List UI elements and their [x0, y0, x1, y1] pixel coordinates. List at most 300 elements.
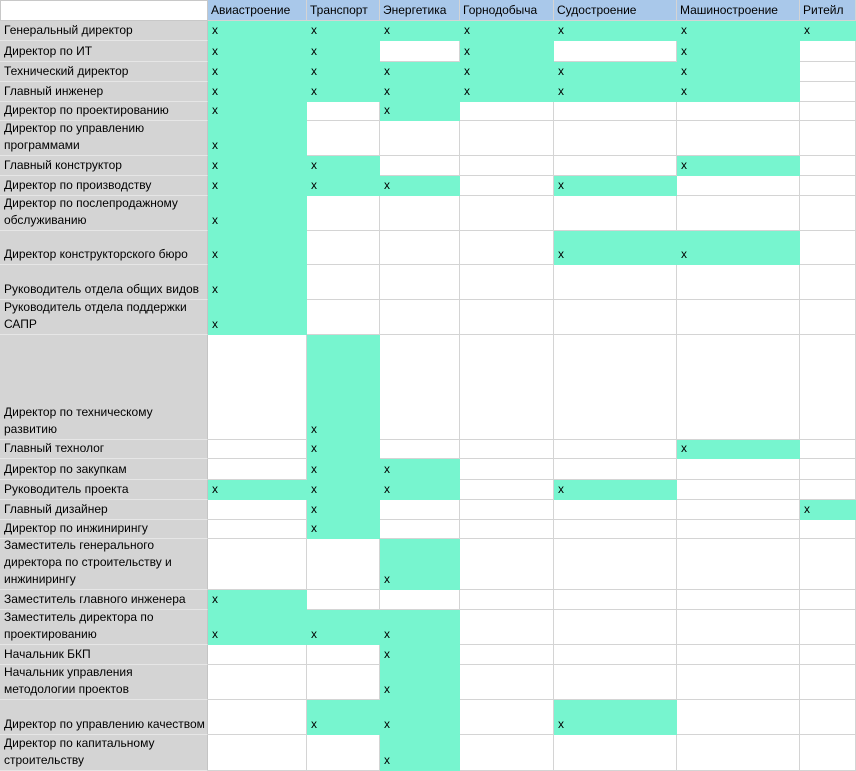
- table-cell[interactable]: [208, 459, 307, 480]
- table-cell[interactable]: [800, 335, 856, 440]
- table-cell[interactable]: [460, 176, 554, 196]
- table-cell[interactable]: [208, 539, 307, 590]
- table-cell[interactable]: [307, 735, 380, 771]
- table-cell[interactable]: [380, 335, 460, 440]
- table-cell[interactable]: [208, 590, 307, 610]
- table-cell[interactable]: [208, 500, 307, 520]
- mark-x: x: [311, 158, 317, 172]
- table-cell[interactable]: [554, 520, 677, 539]
- table-cell[interactable]: [208, 300, 307, 335]
- table-cell[interactable]: [554, 300, 677, 335]
- row-label[interactable]: [0, 156, 208, 176]
- table-cell[interactable]: [208, 265, 307, 300]
- table-cell[interactable]: [800, 300, 856, 335]
- row-label-text: Директор по управлению программами: [4, 121, 145, 152]
- table-cell[interactable]: [380, 265, 460, 300]
- column-header[interactable]: [307, 0, 380, 21]
- row-label-text: Главный инженер: [4, 84, 104, 98]
- table-cell[interactable]: [307, 500, 380, 520]
- row-label[interactable]: [0, 440, 208, 459]
- table-cell[interactable]: [380, 156, 460, 176]
- table-cell[interactable]: [800, 196, 856, 231]
- row-label[interactable]: [0, 520, 208, 539]
- row-label[interactable]: [0, 480, 208, 500]
- table-cell[interactable]: [460, 459, 554, 480]
- table-cell[interactable]: [380, 539, 460, 590]
- mark-x: x: [311, 64, 317, 78]
- table-cell[interactable]: [554, 500, 677, 520]
- table-cell[interactable]: [554, 335, 677, 440]
- mark-x: x: [311, 502, 317, 516]
- table-cell[interactable]: [460, 335, 554, 440]
- mark-x: x: [464, 23, 470, 37]
- mark-x: x: [464, 64, 470, 78]
- table-cell[interactable]: [380, 590, 460, 610]
- table-cell[interactable]: [677, 196, 800, 231]
- mark-x: x: [384, 682, 390, 696]
- table-cell[interactable]: [800, 500, 856, 520]
- mark-x: x: [384, 178, 390, 192]
- mark-x: x: [681, 441, 687, 455]
- mark-x: x: [384, 462, 390, 476]
- table-cell[interactable]: [307, 459, 380, 480]
- table-cell[interactable]: [677, 459, 800, 480]
- table-cell[interactable]: [460, 82, 554, 102]
- table-cell[interactable]: [800, 520, 856, 539]
- mark-x: x: [311, 521, 317, 535]
- column-header-label: Судостроение: [557, 3, 637, 17]
- column-header-label: Авиастроение: [211, 3, 291, 17]
- table-cell[interactable]: [677, 265, 800, 300]
- mark-x: x: [681, 158, 687, 172]
- row-label[interactable]: [0, 62, 208, 82]
- mark-x: x: [212, 482, 218, 496]
- mark-x: x: [212, 103, 218, 117]
- table-cell[interactable]: [677, 21, 800, 41]
- row-label[interactable]: [0, 21, 208, 41]
- table-cell[interactable]: [677, 700, 800, 735]
- table-cell[interactable]: [800, 480, 856, 500]
- table-cell[interactable]: [307, 700, 380, 735]
- mark-x: x: [384, 103, 390, 117]
- table-cell[interactable]: [800, 41, 856, 62]
- column-header-label: Горнодобыча: [463, 3, 538, 17]
- row-label[interactable]: [0, 82, 208, 102]
- table-cell[interactable]: [554, 665, 677, 700]
- table-cell[interactable]: [460, 231, 554, 265]
- table-cell[interactable]: [677, 539, 800, 590]
- table-cell[interactable]: [554, 41, 677, 62]
- mark-x: x: [384, 647, 390, 661]
- mark-x: x: [558, 64, 564, 78]
- table-cell[interactable]: [380, 520, 460, 539]
- table-cell[interactable]: [677, 156, 800, 176]
- mark-x: x: [311, 422, 317, 436]
- table-cell[interactable]: [554, 176, 677, 196]
- table-cell[interactable]: [800, 62, 856, 82]
- column-header[interactable]: [677, 0, 800, 21]
- mark-x: x: [212, 84, 218, 98]
- table-cell[interactable]: [307, 645, 380, 665]
- table-cell[interactable]: [554, 610, 677, 645]
- row-label-text: Руководитель проекта: [4, 482, 129, 496]
- table-cell[interactable]: [554, 102, 677, 121]
- row-label[interactable]: [0, 231, 208, 265]
- mark-x: x: [311, 627, 317, 641]
- table-cell[interactable]: [800, 440, 856, 459]
- table-cell[interactable]: [460, 62, 554, 82]
- table-cell[interactable]: [460, 665, 554, 700]
- table-cell[interactable]: [554, 440, 677, 459]
- table-cell[interactable]: [554, 21, 677, 41]
- table-cell[interactable]: [380, 735, 460, 771]
- table-cell[interactable]: [554, 539, 677, 590]
- row-label-text: Директор по производству: [4, 178, 152, 192]
- row-label[interactable]: [0, 700, 208, 735]
- table-cell[interactable]: [307, 300, 380, 335]
- mark-x: x: [212, 44, 218, 58]
- row-label[interactable]: [0, 102, 208, 121]
- mark-x: x: [558, 84, 564, 98]
- row-label-text: Заместитель директора по проектированию: [4, 610, 154, 641]
- mark-x: x: [464, 44, 470, 58]
- table-cell[interactable]: [307, 176, 380, 196]
- table-cell[interactable]: [800, 265, 856, 300]
- mark-x: x: [384, 627, 390, 641]
- row-label-text: Технический директор: [4, 64, 129, 78]
- table-cell[interactable]: [208, 665, 307, 700]
- table-cell[interactable]: [208, 440, 307, 459]
- mark-x: x: [384, 64, 390, 78]
- table-cell[interactable]: [380, 665, 460, 700]
- table-cell[interactable]: [677, 665, 800, 700]
- table-cell[interactable]: [554, 231, 677, 265]
- mark-x: x: [558, 23, 564, 37]
- table-cell[interactable]: [554, 62, 677, 82]
- table-cell[interactable]: [460, 700, 554, 735]
- mark-x: x: [311, 23, 317, 37]
- mark-x: x: [681, 23, 687, 37]
- table-cell[interactable]: [460, 500, 554, 520]
- table-cell[interactable]: [677, 480, 800, 500]
- table-cell[interactable]: [380, 41, 460, 62]
- table-cell[interactable]: [677, 440, 800, 459]
- table-cell[interactable]: [460, 300, 554, 335]
- table-cell[interactable]: [554, 480, 677, 500]
- table-cell[interactable]: [800, 700, 856, 735]
- mark-x: x: [212, 158, 218, 172]
- mark-x: x: [212, 317, 218, 331]
- table-cell[interactable]: [677, 335, 800, 440]
- row-label-text: Генеральный директор: [4, 23, 133, 37]
- column-header[interactable]: [460, 0, 554, 21]
- table-cell[interactable]: [208, 480, 307, 500]
- table-cell[interactable]: [800, 645, 856, 665]
- table-cell[interactable]: [307, 21, 380, 41]
- row-label-text: Директор по закупкам: [4, 462, 127, 476]
- row-label[interactable]: [0, 735, 208, 771]
- table-cell[interactable]: [554, 82, 677, 102]
- row-label[interactable]: [0, 196, 208, 231]
- mark-x: x: [212, 64, 218, 78]
- row-label-text: Директор по проектированию: [4, 103, 169, 117]
- mark-x: x: [311, 441, 317, 455]
- mark-x: x: [212, 247, 218, 261]
- row-label[interactable]: [0, 41, 208, 62]
- table-cell[interactable]: [380, 440, 460, 459]
- table-cell[interactable]: [554, 196, 677, 231]
- table-cell[interactable]: [307, 156, 380, 176]
- table-cell[interactable]: [208, 610, 307, 645]
- mark-x: x: [558, 247, 564, 261]
- table-cell[interactable]: [307, 480, 380, 500]
- table-cell[interactable]: [208, 121, 307, 156]
- mark-x: x: [311, 717, 317, 731]
- table-cell[interactable]: [208, 21, 307, 41]
- mark-x: x: [212, 138, 218, 152]
- table-cell[interactable]: [800, 82, 856, 102]
- table-cell[interactable]: [380, 231, 460, 265]
- row-label-text: Директор по послепродажному обслуживанию: [4, 196, 178, 227]
- column-header-label: Ритейл: [803, 3, 844, 17]
- corner-cell[interactable]: [0, 0, 208, 21]
- table-cell[interactable]: [460, 735, 554, 771]
- column-header-label: Машиностроение: [680, 3, 778, 17]
- table-cell[interactable]: [460, 265, 554, 300]
- mark-x: x: [311, 84, 317, 98]
- mark-x: x: [212, 178, 218, 192]
- table-cell[interactable]: [380, 196, 460, 231]
- table-cell[interactable]: [800, 590, 856, 610]
- table-cell[interactable]: [307, 440, 380, 459]
- table-cell[interactable]: [208, 41, 307, 62]
- table-cell[interactable]: [554, 459, 677, 480]
- table-cell[interactable]: [208, 645, 307, 665]
- row-label-text: Директор по техническому развитию: [4, 405, 153, 436]
- table-cell[interactable]: [677, 102, 800, 121]
- table-cell[interactable]: [554, 645, 677, 665]
- table-cell[interactable]: [208, 196, 307, 231]
- row-label[interactable]: [0, 645, 208, 665]
- table-cell[interactable]: [307, 539, 380, 590]
- table-cell[interactable]: [307, 82, 380, 102]
- table-cell[interactable]: [208, 176, 307, 196]
- mark-x: x: [212, 213, 218, 227]
- table-cell[interactable]: [800, 21, 856, 41]
- table-cell[interactable]: [460, 102, 554, 121]
- table-cell[interactable]: [307, 102, 380, 121]
- table-cell[interactable]: [307, 231, 380, 265]
- row-label-text: Начальник управления методологии проектов: [4, 665, 133, 696]
- table-cell[interactable]: [208, 231, 307, 265]
- table-cell[interactable]: [554, 156, 677, 176]
- mark-x: x: [212, 282, 218, 296]
- mark-x: x: [311, 178, 317, 192]
- table-cell[interactable]: [460, 520, 554, 539]
- mark-x: x: [311, 44, 317, 58]
- table-cell[interactable]: [307, 62, 380, 82]
- table-cell[interactable]: [460, 196, 554, 231]
- table-cell[interactable]: [677, 176, 800, 196]
- table-cell[interactable]: [380, 300, 460, 335]
- mark-x: x: [558, 717, 564, 731]
- table-cell[interactable]: [554, 265, 677, 300]
- table-cell[interactable]: [460, 480, 554, 500]
- mark-x: x: [804, 23, 810, 37]
- row-label-text: Директор по инжинирингу: [4, 521, 148, 535]
- mark-x: x: [212, 23, 218, 37]
- row-label-text: Директор по капитальному строительству: [4, 736, 155, 767]
- mark-x: x: [311, 482, 317, 496]
- mark-x: x: [384, 23, 390, 37]
- mark-x: x: [464, 84, 470, 98]
- mark-x: x: [681, 44, 687, 58]
- table-cell[interactable]: [307, 520, 380, 539]
- mark-x: x: [212, 592, 218, 606]
- table-cell[interactable]: [800, 610, 856, 645]
- column-header[interactable]: [208, 0, 307, 21]
- table-cell[interactable]: [307, 665, 380, 700]
- row-label[interactable]: [0, 300, 208, 335]
- row-label-text: Главный технолог: [4, 441, 105, 455]
- table-cell[interactable]: [460, 645, 554, 665]
- table-cell[interactable]: [380, 459, 460, 480]
- row-label-text: Директор конструкторского бюро: [4, 247, 188, 261]
- row-label-text: Главный конструктор: [4, 158, 122, 172]
- row-label-text: Заместитель генерального директора по строительству и инжинирингу: [4, 539, 172, 586]
- table-cell[interactable]: [554, 590, 677, 610]
- table-cell[interactable]: [307, 196, 380, 231]
- table-cell[interactable]: [800, 121, 856, 156]
- table-cell[interactable]: [208, 735, 307, 771]
- table-cell[interactable]: [208, 62, 307, 82]
- table-cell[interactable]: [677, 590, 800, 610]
- row-label-text: Руководитель отдела поддержки САПР: [4, 300, 187, 331]
- table-cell[interactable]: [677, 41, 800, 62]
- table-cell[interactable]: [460, 440, 554, 459]
- table-cell[interactable]: [380, 480, 460, 500]
- table-cell[interactable]: [460, 121, 554, 156]
- table-cell[interactable]: [380, 82, 460, 102]
- row-label[interactable]: [0, 590, 208, 610]
- row-label-text: Заместитель главного инженера: [4, 592, 186, 606]
- table-cell[interactable]: [380, 610, 460, 645]
- mark-x: x: [384, 753, 390, 767]
- table-cell[interactable]: [208, 700, 307, 735]
- mark-x: x: [384, 572, 390, 586]
- row-label[interactable]: [0, 176, 208, 196]
- table-cell[interactable]: [460, 610, 554, 645]
- row-label-text: Главный дизайнер: [4, 502, 108, 516]
- table-cell[interactable]: [380, 500, 460, 520]
- table-cell[interactable]: [307, 335, 380, 440]
- column-header[interactable]: [380, 0, 460, 21]
- table-cell[interactable]: [208, 156, 307, 176]
- column-header-label: Транспорт: [310, 3, 368, 17]
- row-label[interactable]: [0, 459, 208, 480]
- mark-x: x: [384, 717, 390, 731]
- table-cell[interactable]: [677, 520, 800, 539]
- table-cell[interactable]: [677, 231, 800, 265]
- mark-x: x: [681, 84, 687, 98]
- row-label-text: Директор по ИТ: [4, 44, 93, 58]
- table-cell[interactable]: [800, 102, 856, 121]
- table-cell[interactable]: [460, 41, 554, 62]
- table-cell[interactable]: [800, 539, 856, 590]
- table-cell[interactable]: [554, 735, 677, 771]
- table-cell[interactable]: [677, 121, 800, 156]
- table-cell[interactable]: [307, 41, 380, 62]
- table-cell[interactable]: [460, 21, 554, 41]
- table-cell[interactable]: [307, 610, 380, 645]
- table-cell[interactable]: [800, 735, 856, 771]
- table-cell[interactable]: [380, 21, 460, 41]
- table-cell[interactable]: [554, 700, 677, 735]
- table-cell[interactable]: [460, 156, 554, 176]
- table-cell[interactable]: [677, 62, 800, 82]
- table-cell[interactable]: [460, 539, 554, 590]
- table-cell[interactable]: [208, 102, 307, 121]
- table-cell[interactable]: [677, 610, 800, 645]
- table-cell[interactable]: [380, 700, 460, 735]
- table-cell[interactable]: [554, 121, 677, 156]
- mark-x: x: [212, 627, 218, 641]
- table-cell[interactable]: [677, 500, 800, 520]
- table-cell[interactable]: [800, 665, 856, 700]
- table-cell[interactable]: [380, 102, 460, 121]
- row-label[interactable]: [0, 539, 208, 590]
- table-cell[interactable]: [208, 335, 307, 440]
- column-header[interactable]: [554, 0, 677, 21]
- table-cell[interactable]: [380, 176, 460, 196]
- table-cell[interactable]: [307, 121, 380, 156]
- row-label[interactable]: [0, 265, 208, 300]
- table-cell[interactable]: [307, 590, 380, 610]
- column-header[interactable]: [800, 0, 856, 21]
- table-cell[interactable]: [677, 300, 800, 335]
- table-cell[interactable]: [307, 265, 380, 300]
- mark-x: x: [384, 84, 390, 98]
- row-label[interactable]: [0, 500, 208, 520]
- table-cell[interactable]: [677, 735, 800, 771]
- row-label[interactable]: [0, 665, 208, 700]
- table-cell[interactable]: [208, 82, 307, 102]
- table-cell[interactable]: [380, 645, 460, 665]
- table-cell[interactable]: [677, 82, 800, 102]
- mark-x: x: [681, 247, 687, 261]
- column-header-label: Энергетика: [383, 3, 447, 17]
- mark-x: x: [384, 482, 390, 496]
- table-cell[interactable]: [800, 156, 856, 176]
- table-cell[interactable]: [800, 231, 856, 265]
- table-cell[interactable]: [800, 176, 856, 196]
- row-label-text: Директор по управлению качеством: [4, 717, 205, 731]
- mark-x: x: [558, 178, 564, 192]
- mark-x: x: [558, 482, 564, 496]
- mark-x: x: [681, 64, 687, 78]
- row-label[interactable]: [0, 121, 208, 156]
- table-cell[interactable]: [460, 590, 554, 610]
- table-cell[interactable]: [800, 459, 856, 480]
- table-cell[interactable]: [208, 520, 307, 539]
- mark-x: x: [804, 502, 810, 516]
- row-label[interactable]: [0, 610, 208, 645]
- row-label-text: Руководитель отдела общих видов: [4, 282, 200, 296]
- table-cell[interactable]: [380, 62, 460, 82]
- table-cell[interactable]: [677, 645, 800, 665]
- table-cell[interactable]: [380, 121, 460, 156]
- row-label[interactable]: [0, 335, 208, 440]
